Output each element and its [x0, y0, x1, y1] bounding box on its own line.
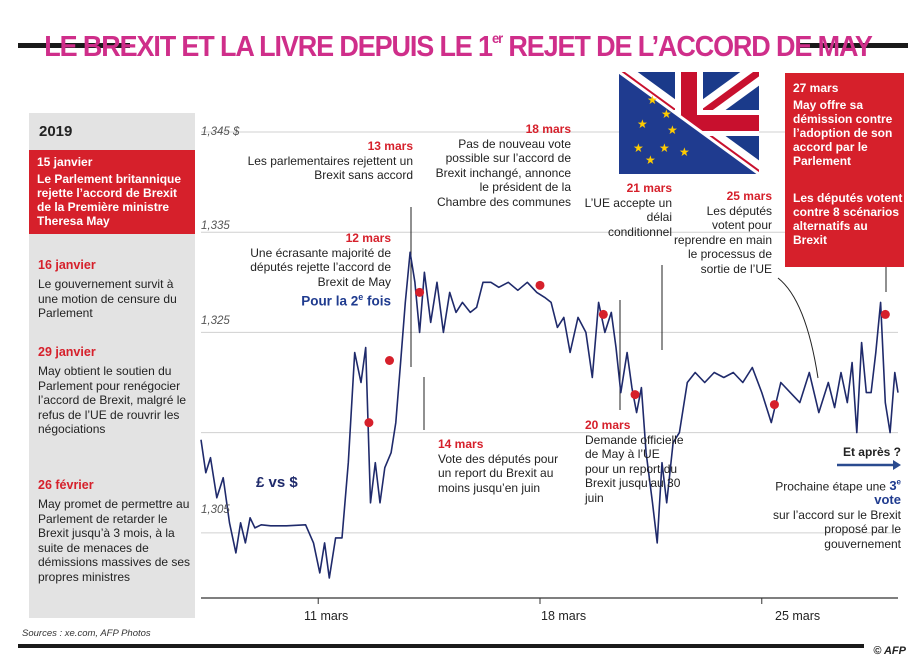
timeline-item-26-fevrier: [38, 478, 194, 584]
annotation-21-mars: [580, 181, 672, 239]
highlight-box-27-mars: [785, 73, 904, 267]
next-text-1: Prochaine étape une 3e vote: [775, 477, 901, 508]
svg-text:★: ★: [661, 107, 672, 121]
svg-text:★: ★: [679, 145, 690, 159]
leader-25-mars: [778, 278, 818, 378]
afp-credit: © AFP: [873, 645, 906, 657]
annotation-14-mars: [438, 437, 568, 495]
annotation-text: Pas de nouveau vote possible sur l’accord de Brexit inchangé, annonce le président de la Chambre des communes: [435, 136, 571, 209]
svg-text:★: ★: [667, 123, 678, 137]
svg-text:★: ★: [659, 141, 670, 155]
timeline-item-16-janvier: [38, 258, 194, 321]
highlight-box-15-janvier: [29, 150, 195, 234]
event-marker-7: [881, 310, 890, 319]
axis-layer: [201, 598, 898, 604]
highlight-text: May offre sa démission contre l’adoption de son accord par le Parlement: [793, 98, 893, 168]
x-tick-label-11-mars: 11 mars: [304, 609, 349, 623]
annotation-date: 18 mars: [525, 122, 571, 136]
event-marker-5: [631, 390, 640, 399]
x-tick-label-18-mars: 18 mars: [541, 609, 587, 623]
svg-text:★: ★: [645, 153, 656, 167]
annotation-emphasis: Pour la 2e fois: [301, 292, 391, 309]
sources: Sources : xe.com, AFP Photos: [22, 628, 151, 639]
annotation-12-mars: [236, 231, 391, 309]
annotation-text: Les parlementaires rejettent un Brexit sans accord: [247, 153, 413, 182]
timeline-item-29-janvier: [38, 345, 194, 437]
event-marker-2: [415, 288, 424, 297]
annotation-next-steps: [768, 445, 901, 551]
timeline-item-text: Le gouvernement survit à une motion de censure du Parlement: [38, 277, 177, 320]
event-marker-1: [385, 356, 394, 365]
y-tick-label-1335: 1,335: [201, 220, 230, 232]
event-marker-3: [535, 281, 544, 290]
highlight-text-2: Les députés votent contre 8 scénarios alternatifs au Brexit: [793, 191, 903, 247]
y-tick-label-1345: 1,345 $: [201, 126, 240, 138]
annotation-text: L’UE accepte un délai conditionnel: [584, 195, 672, 239]
highlight-date: 15 janvier: [37, 155, 93, 169]
event-marker-4: [599, 310, 608, 319]
timeline-item-date: 16 janvier: [38, 258, 96, 272]
annotation-text: Une écrasante majorité de députés rejette l’accord de Brexit de May: [250, 245, 391, 289]
timeline-item-date: 29 janvier: [38, 345, 96, 359]
annotation-date: 25 mars: [726, 189, 772, 203]
y-tick-label-1305: 1,305: [201, 504, 230, 516]
next-text-2: sur l’accord sur le Brexit proposé par le gouvernement: [772, 507, 901, 551]
annotation-text: Les députés votent pour reprendre en main le processus de sortie de l’UE: [673, 203, 772, 276]
svg-text:★: ★: [633, 141, 644, 155]
annotation-25-mars: [672, 189, 772, 276]
annotation-13-mars: [243, 139, 413, 183]
annotation-20-mars: [585, 418, 685, 505]
annotation-date: 20 mars: [585, 418, 631, 432]
bottom-rule: [18, 644, 864, 648]
annotation-text: Vote des députés pour un report du Brexit au moins jusqu’en juin: [438, 451, 559, 495]
annotation-date: 12 mars: [345, 231, 391, 245]
annotation-date: 21 mars: [626, 181, 672, 195]
y-tick-label-1325: 1,325: [201, 315, 230, 327]
timeline-year: 2019: [39, 123, 73, 140]
highlight-date: 27 mars: [793, 81, 839, 95]
annotation-date: 13 mars: [367, 139, 413, 153]
svg-text:★: ★: [637, 117, 648, 131]
event-marker-0: [364, 418, 373, 427]
annotation-text: Demande officielle de May à l’UE pour un report du Brexit jusqu’au 30 juin: [585, 432, 684, 505]
next-heading: Et après ?: [842, 445, 901, 459]
timeline-panel: [29, 113, 195, 618]
timeline-item-text: May promet de permettre au Parlement de retarder le Brexit jusqu’à 3 mois, à la suite de menaces de démissions massives de ses propres ministres: [38, 497, 191, 584]
page-title: LE BREXIT ET LA LIVRE DEPUIS LE 1er REJET DE L’ACCORD DE MAY: [44, 30, 872, 63]
eu-uk-flag-image: [619, 72, 759, 174]
annotation-18-mars: [430, 122, 571, 209]
svg-text:★: ★: [647, 93, 658, 107]
timeline-item-date: 26 février: [38, 478, 94, 492]
annotation-date: 14 mars: [438, 437, 484, 451]
x-tick-label-25-mars: 25 mars: [775, 609, 821, 623]
timeline-item-text: May obtient le soutien du Parlement pour renégocier l’accord de Brexit, malgré le refus de l’UE de rouvrir les négociations: [38, 364, 187, 436]
event-marker-6: [770, 400, 779, 409]
highlight-text: Le Parlement britannique rejette l’accord de Brexit de la Première ministre Theresa May: [37, 172, 182, 228]
series-label: £ vs $: [256, 474, 298, 491]
